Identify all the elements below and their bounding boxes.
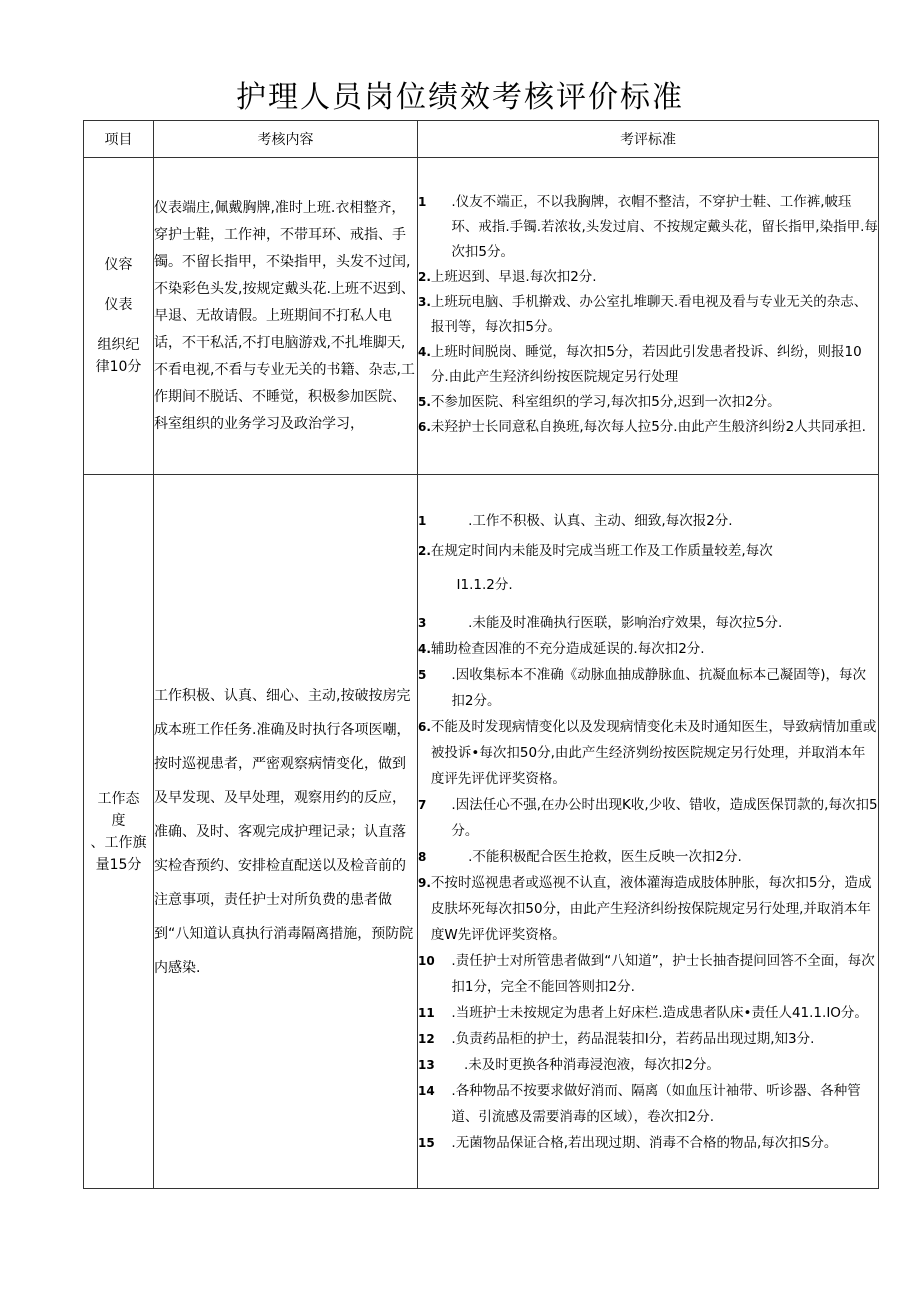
criterion-text: .因法任心不强,在办公时出现K收,少收、错收，造成医保罚款的,每次扣5分。 [451, 796, 878, 839]
criterion-text: I1.1.2分. [456, 576, 513, 593]
criterion-number: 6. [418, 420, 431, 434]
criterion-text: .未能及时准确执行医联，影响治疗效果，每次拉5分. [468, 614, 783, 631]
criterion-number: 14 [418, 1083, 452, 1098]
criterion-text: .未及时更换各种消毒浸泡液，每次扣2分。 [463, 1056, 720, 1073]
row-criteria [418, 475, 879, 1189]
document-title: 护理人员岗位绩效考核评价标准 [236, 80, 684, 115]
criterion-number: 10 [418, 953, 452, 968]
criterion [418, 844, 878, 870]
criterion [418, 415, 878, 440]
criterion [418, 390, 878, 415]
criterion-number: 3 [418, 615, 469, 630]
criterion-text: 上班玩电脑、手机擀戏、办公室扎堆聊天.看电视及看与专业无关的杂志、报刊等，每次扣5分。 [430, 294, 868, 335]
criterion-number: 13 [418, 1057, 464, 1072]
criterion-text: .工作不积极、认真、主动、细致,每次报2分. [468, 512, 733, 529]
criterion-text: 未羟护士长同意私自换班,每次每人拉5分.由此产生般济纠纷2人共同承担. [430, 419, 866, 435]
header-item: 项目 [84, 121, 154, 158]
criterion-number: 2. [418, 270, 431, 284]
criterion-text: .责任护士对所管患者做到“八知道”，护士长抽杳提问回答不全面，每次扣1分，完全不能回答则扣2分. [451, 952, 875, 995]
evaluation-table [83, 120, 879, 1189]
row-item [84, 158, 154, 475]
criterion [418, 340, 878, 390]
criterion-number: 11 [418, 1005, 452, 1020]
criterion [418, 714, 878, 792]
criterion-text: .当班护士未按规定为患者上好床栏.造成患者队床•责任人41.1.IO分。 [451, 1004, 868, 1021]
criterion-text: 不参加医院、科室组织的学习,每次扣5分,迟到一次扣2分。 [430, 394, 781, 410]
criterion [418, 948, 878, 1000]
criterion-number: 5 [418, 667, 452, 682]
criterion-number: 12 [418, 1031, 452, 1046]
criterion-number: 6. [418, 719, 431, 734]
criterion-text: 不按时巡视患者或巡视不认直，液体灌海造成肢体肿胀，每次扣5分，造成皮肤坏死每次扣50分，由此产生羟济纠纷按保院规定另行处理,并取消本年度W先评优评奖资格。 [430, 874, 872, 943]
criterion [418, 636, 878, 662]
item-line: 工作态 [97, 790, 140, 807]
item-line: 度 [111, 812, 126, 829]
criterion-text: 辅助检查因准的不充分造成延误的.每次扣2分. [430, 640, 705, 657]
criterion-number: 2. [418, 543, 431, 558]
criteria-list [418, 508, 878, 1156]
criterion-number: 15 [418, 1135, 452, 1150]
row-item [84, 475, 154, 1189]
header-criteria: 考评标准 [418, 121, 879, 158]
criterion [418, 1078, 878, 1130]
table-header-row [84, 121, 879, 158]
criterion-number: 5. [418, 395, 431, 409]
criterion [418, 1052, 878, 1078]
criterion-text: 上班时间脱岗、睡觉，每次扣5分，若因此引发患者投诉、纠纷，则报10分.由此产生羟济纠纷按医院规定另行处理 [430, 344, 862, 385]
item-line: 、工作旗 [90, 834, 147, 851]
criterion [418, 190, 878, 265]
row-content: 工作积极、认真、细心、主动,按破按房完成本班工作任务.准确及时执行各项医嘲，按时巡视患者，严密观察病情变化，做到及早发现、及早处理，观察用约的反应，准确、及时、客观完成护理记录；认直落实检杳预约、安排检直配送以及检音前的注意事项，责任护士对所负费的患者做到“八知道认真执行消毒隔离措施，预防院内感染. [154, 475, 418, 1189]
criterion [418, 792, 878, 844]
criterion [418, 662, 878, 714]
criterion [418, 1026, 878, 1052]
criterion-number: 9. [418, 875, 431, 890]
criterion [418, 1000, 878, 1026]
criterion [418, 610, 878, 636]
header-content: 考核内容 [154, 121, 418, 158]
criterion-number: 1 [418, 195, 452, 209]
criterion-number: 4. [418, 641, 431, 656]
table-row [84, 475, 879, 1189]
criterion-text: .无菌物品保证合格,若出现过期、消毒不合格的物品,每次扣S分。 [451, 1134, 838, 1151]
criterion [418, 538, 878, 564]
criterion-number [444, 572, 457, 598]
criterion [418, 508, 878, 534]
criterion-text: 在规定时间内未能及时完成当班工作及工作质量较差,每次 [430, 542, 773, 559]
criterion-number: 7 [418, 797, 452, 812]
criterion-text: .仪友不端正，不以我胸牌，衣帽不整洁，不穿护士鞋、工作裤,帔珏环、戒指.手镯.若浓妆,头发过肩、不按规定戴头花，留长指甲,染指甲.每次扣5分。 [451, 194, 878, 260]
criterion-number: 1 [418, 513, 469, 528]
item-line: 仪容 [104, 257, 133, 273]
criterion-text: .因收集标本不准确《动脉血抽成静脉血、抗凝血标本己凝固等)，每次扣2分。 [451, 666, 866, 709]
row-content: 仪表端庄,佩戴胸牌,准时上班.衣相整齐，穿护士鞋，工作神，不带耳环、戒指、手镯。不留长指甲，不染指甲，头发不过闰,不染彩色头发,按规定戴头花.上班不迟到、早退、无故请假。上班期间不打私人电话，不干私活,不打电脑游戏,不扎堆脚天,不看电视,不看与专业无关的书籍、杂志,工作期间不脱话、不睡觉，积极参加医院、科室组织的业务学习及政治学习， [154, 158, 418, 475]
item-line: 组织纪 [97, 337, 140, 353]
criterion [418, 572, 878, 598]
table-row [84, 158, 879, 475]
criterion [418, 1130, 878, 1156]
criterion [418, 870, 878, 948]
criterion [418, 265, 878, 290]
criterion-text: .不能积极配合医生抢救，医生反映一次扣2分. [468, 848, 742, 865]
criterion-text: .负责药品柜的护士，药品混装扣I分，若药品出现过期,知3分. [451, 1030, 815, 1047]
criterion-number: 3. [418, 295, 431, 309]
criterion-text: 上班迟到、早退.每次扣2分. [430, 269, 597, 285]
item-line: 仪表 [104, 297, 133, 313]
criterion-number: 8 [418, 849, 469, 864]
criterion [418, 290, 878, 340]
item-line: 量15分 [95, 856, 142, 873]
criteria-list [418, 190, 878, 442]
criterion-number: 4. [418, 345, 431, 359]
criterion-text: .各种物品不按要求做好消而、隔离（如血压计袖带、听诊器、各种管道、引流感及需要消毒的区域），卷次扣2分. [451, 1082, 861, 1125]
item-line: 律10分 [95, 359, 142, 375]
row-criteria [418, 158, 879, 475]
criterion-text: 不能及时发现病情变化以及发现病情变化未及时通知医生，导致病情加重或被投诉•每次扣50分,由此产生经济刿纷按医院规定另行处理，并取消本年度评先评优评奖资格。 [430, 718, 877, 787]
